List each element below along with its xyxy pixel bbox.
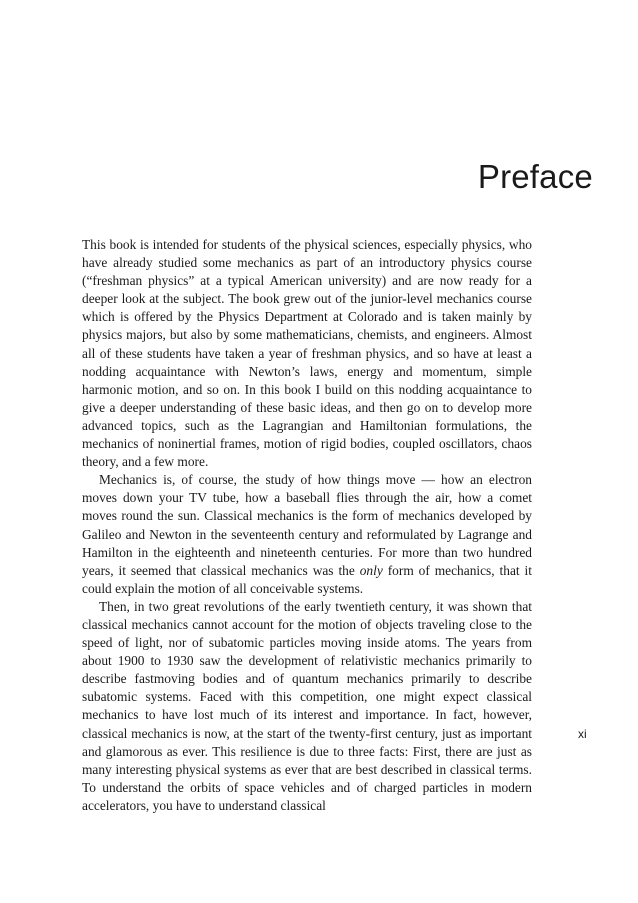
emphasis-only: only xyxy=(359,562,383,578)
paragraph-intro: This book is intended for students of the physical sciences, especially physics, who have already studied some mechanics as part of an introductory physics course (“freshman physics” at a typical American university) and are now ready for a deeper look at the subject. The book grew out of the junior-level mechanics course which is offered by the Physics Department at Colorado and is taken mainly by physics majors, but also by some mathematicians, chemists, and engineers. Almost all of these students have taken a year of freshman physics, and so have at least a nodding acquaintance with Newton’s laws, energy and momentum, simple harmonic motion, and so on. In this book I build on this nodding acquaintance to give a deeper understanding of these basic ideas, and then go on to develop more advanced topics, such as the Lagrangian and Hamiltonian formulations, the mechanics of noninertial frames, motion of rigid bodies, coupled oscillators, chaos theory, and a few more. xyxy=(82,237,532,470)
paragraph-revolutions: Then, in two great revolutions of the early twentieth century, it was shown that classical mechanics cannot account for the motion of objects traveling close to the speed of light, nor of subatomic particles moving inside atoms. The years from about 1900 to 1930 saw the development of relativistic mechanics primarily to describe fastmoving bodies and of quantum mechanics primarily to describe subatomic systems. Faced with this competition, one might expect classical mechanics to have lost much of its interest and importance. In fact, however, classical mechanics is now, at the start of the twenty-first century, just as important and glamorous as ever. This resilience is due to three facts: First, there are just as many interesting physical systems as ever that are best described in classical terms. To understand the orbits of space vehicles and of charged particles in modern accelerators, you have to understand classical xyxy=(82,598,532,813)
page-number: xi xyxy=(578,727,587,741)
paragraph-mechanics-before: Mechanics is, of course, the study of how things move — how an electron moves down your TV tube, how a baseball flies through the air, how a comet moves round the sun. Classical mechanics is the form of mechanics developed by Galileo and Newton in the seventeenth century and reformulated by Lagrange and Hamilton in the eighteenth and nineteenth centuries. For more than two hundred years, it seemed that classical mechanics was the xyxy=(82,472,532,578)
paragraph-mechanics xyxy=(82,471,532,598)
paragraph-mechanics-after: form of mechanics, that it could explain the motion of all conceivable systems. xyxy=(82,562,532,596)
preface-body xyxy=(82,236,532,815)
page-title: Preface xyxy=(477,158,593,195)
